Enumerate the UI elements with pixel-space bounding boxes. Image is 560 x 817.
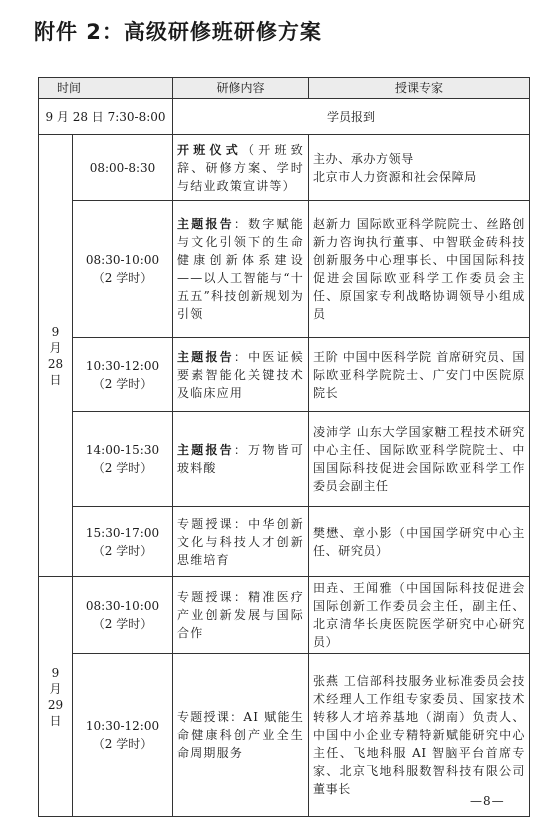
day2-date — [39, 577, 73, 817]
day1-date — [39, 135, 73, 577]
date-line: 28 — [47, 356, 64, 371]
session-expert: 赵新力 国际欧亚科学院院士、丝路创新力咨询执行董事、中智联金砖科技创新服务中心理事长、中国国际科技促进会国际欧亚科学工作委员会主任、原国家专利战略协调领导小组成员 — [309, 201, 530, 338]
session-content — [173, 654, 309, 817]
session-content — [173, 135, 309, 201]
session-content — [173, 507, 309, 577]
page-number: —8— — [470, 794, 505, 808]
session-time-range: 14:00-15:30 — [85, 443, 160, 457]
date-line: 月 — [49, 681, 62, 696]
session-hours: （2 学时） — [92, 617, 153, 631]
session-content — [173, 412, 309, 507]
registration-time: 9 月 28 日 7:30-8:00 — [39, 99, 173, 135]
table-row — [39, 412, 530, 507]
session-expert: 樊懋、章小影（中国国学研究中心主任、研究员） — [309, 507, 530, 577]
session-topic: 专题授课：精准医疗产业创新发展与国际合作 — [177, 590, 305, 640]
session-label: 开班仪式 — [177, 142, 243, 157]
header-expert: 授课专家 — [309, 78, 530, 99]
date-line: 9 — [51, 665, 60, 680]
session-expert: 王阶 中国中医科学院 首席研究员、国际欧亚科学院院士、广安门中医院原院长 — [309, 338, 530, 412]
session-expert: 主办、承办方领导 北京市人力资源和社会保障局 — [309, 135, 530, 201]
session-label-sep: ： — [233, 217, 249, 231]
session-label-sep: ： — [233, 443, 249, 457]
session-hours: （2 学时） — [92, 271, 153, 285]
session-hours: （2 学时） — [92, 461, 153, 475]
session-time — [73, 412, 173, 507]
session-content — [173, 577, 309, 654]
date-line: 日 — [49, 713, 62, 728]
session-hours: （2 学时） — [92, 737, 153, 751]
header-row — [39, 78, 530, 99]
session-content — [173, 201, 309, 338]
table-row — [39, 577, 530, 654]
session-time-range: 15:30-17:00 — [85, 525, 160, 540]
session-topic: 专题授课：中华创新文化与科技人才创新思维培育 — [177, 516, 305, 567]
date-line: 9 — [51, 324, 60, 339]
table-row — [39, 654, 530, 817]
schedule-table — [38, 77, 530, 817]
session-topic: 中医证候要素智能化关键技术及临床应用 — [177, 349, 305, 400]
session-hours: （2 学时） — [92, 376, 153, 391]
table-row — [39, 135, 530, 201]
session-label: 主题报告 — [177, 217, 234, 231]
session-time — [73, 338, 173, 412]
date-line: 日 — [49, 372, 62, 387]
session-time-range: 08:00-8:30 — [89, 160, 156, 175]
registration-text: 学员报到 — [173, 99, 530, 135]
session-time — [73, 135, 173, 201]
table-row — [39, 338, 530, 412]
session-label-sep: ： — [233, 349, 249, 364]
session-time — [73, 577, 173, 654]
session-time — [73, 201, 173, 338]
session-time-range: 08:30-10:00 — [85, 253, 160, 267]
session-label: 主题报告 — [177, 443, 234, 457]
session-time-range: 10:30-12:00 — [85, 358, 160, 373]
session-content — [173, 338, 309, 412]
table-row — [39, 201, 530, 338]
date-line: 月 — [49, 340, 62, 355]
session-topic: 专题授课：AI 赋能生命健康科创产业全生命周期服务 — [177, 710, 305, 760]
session-time-range: 10:30-12:00 — [85, 719, 160, 733]
session-topic: 开班致辞、研修方案、学时与结业政策宣讲等） — [177, 142, 305, 193]
session-label: 主题报告 — [177, 349, 234, 364]
date-line: 29 — [47, 697, 64, 712]
session-topic: 数字赋能与文化引领下的生命健康创新体系建设——以人工智能与“十五五”科技创新规划为引领 — [177, 217, 305, 321]
session-time-range: 08:30-10:00 — [85, 599, 160, 613]
session-expert: 凌沛学 山东大学国家糖工程技术研究中心主任、国际欧亚科学院院士、中国国际科技促进会国际欧亚科学工作委员会副主任 — [309, 412, 530, 507]
session-label-sep: （ — [242, 142, 259, 157]
table-row — [39, 507, 530, 577]
session-time — [73, 507, 173, 577]
page-title: 附件 2：高级研修班研修方案 — [34, 20, 322, 44]
session-topic: 万物皆可玻料酸 — [177, 443, 305, 475]
session-hours: （2 学时） — [92, 543, 153, 558]
registration-row — [39, 99, 530, 135]
session-time — [73, 654, 173, 817]
header-content: 研修内容 — [173, 78, 309, 99]
session-expert: 田垚、王闻雅（中国国际科技促进会国际创新工作委员会主任，副主任、北京清华长庚医院医学研究中心研究员） — [309, 577, 530, 654]
header-time: 时间 — [39, 78, 173, 99]
session-expert: 张燕 工信部科技服务业标准委员会技术经理人工作组专家委员、国家技术转移人才培养基地（湖南）负责人、中国中小企业专精特新赋能研究中心主任、飞地科服 AI 智脑平台首席专家、北京飞地科服数智科技有限公司董事长 — [309, 654, 530, 817]
